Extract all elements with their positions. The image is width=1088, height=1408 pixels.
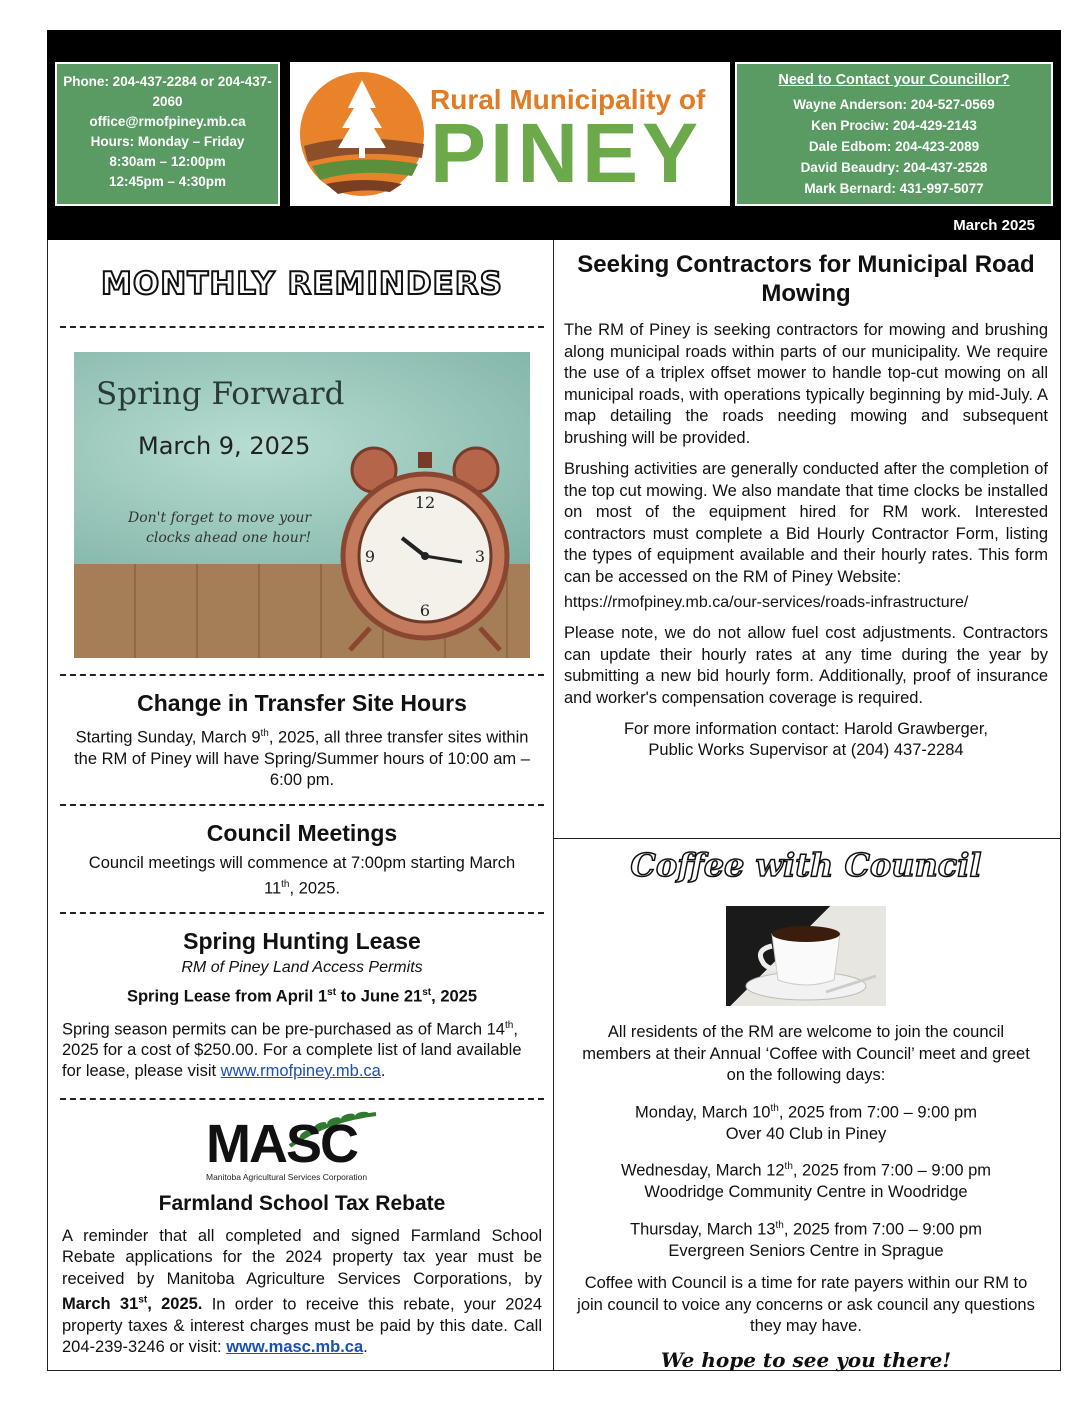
- logo-piney: PINEY: [430, 106, 703, 200]
- coffee-details: [564, 1022, 1048, 1372]
- monthly-reminders-section: [60, 266, 544, 302]
- spring-lease-dates: Spring Lease from April 1st to June 21st, 2025: [126, 987, 478, 1006]
- dashed-divider: [60, 804, 544, 806]
- transfer-site-section: [60, 690, 544, 791]
- coffee-cup-icon: [726, 906, 886, 1006]
- council-meetings-section: [60, 820, 544, 900]
- office-email: office@rmofpiney.mb.ca: [89, 114, 246, 129]
- councillor-item: Wayne Anderson: 204-527-0569: [793, 97, 995, 112]
- masthead: [47, 54, 1061, 212]
- councillor-item: Dale Edbom: 204-423-2089: [808, 139, 980, 154]
- road-mowing-paragraph-2: Brushing activities are generally conducted after the completion of the top cut mowing. We also mandate that time clocks be installed on most of the equipment hired for RM work. Interested contractors must complete a Bid Hourly Contractor Form, listing the types of equipment available and their hourly rates. This form can be accessed on the RM of Piney Website:: [564, 460, 1048, 586]
- council-meetings-title: Council Meetings: [206, 820, 398, 846]
- office-phone: Phone: 204-437-2284 or 204-437-2060: [63, 74, 272, 109]
- masc-website-link[interactable]: www.masc.mb.ca: [226, 1337, 364, 1356]
- council-meetings-text: Council meetings will commence at 7:00pm starting March 11th, 2025.: [88, 854, 516, 898]
- spring-forward-note-1: Don't forget to move your: [128, 510, 312, 526]
- coffee-with-council-section: [564, 846, 1048, 884]
- councillor-heading: Need to Contact your Councillor?: [778, 72, 1010, 88]
- spring-forward-image: [74, 352, 530, 658]
- mowing-contact-line-1: For more information contact: Harold Grawberger,: [623, 720, 989, 738]
- issue-date: March 2025: [953, 217, 1035, 234]
- road-mowing-section: [564, 250, 1048, 761]
- coffee-with-council-title: Coffee with Council: [630, 846, 982, 884]
- office-hours-afternoon: 12:45pm – 4:30pm: [108, 174, 227, 189]
- councillor-item: Ken Prociw: 204-429-2143: [811, 118, 977, 133]
- svg-text:9: 9: [364, 547, 376, 566]
- councillor-item: Mark Bernard: 431-997-5077: [804, 181, 984, 196]
- rm-piney-logo: [290, 62, 730, 206]
- coffee-day-item: Wednesday, March 12th, 2025 from 7:00 – 9:00 pm Woodridge Community Centre in Woodridge: [620, 1161, 992, 1201]
- road-mowing-paragraph-3: Please note, we do not allow fuel cost adjustments. Contractors can update their hourly rates at any time during the year by submitting a new bid hourly form. Additionally, proof of insurance and worker's compensation coverage is required.: [564, 624, 1048, 707]
- masc-full-name: Manitoba Agricultural Services Corporation: [206, 1172, 368, 1182]
- councillor-contact-box: [735, 62, 1053, 206]
- date-bar: [47, 212, 1061, 240]
- mowing-contact-line-2: Public Works Supervisor at (204) 437-2284: [648, 741, 964, 759]
- spring-forward-date: March 9, 2025: [138, 432, 311, 460]
- transfer-site-title: Change in Transfer Site Hours: [137, 690, 467, 716]
- coffee-closing: Coffee with Council is a time for rate payers within our RM to join council to voice any concerns or ask council any questions they may have.: [577, 1274, 1035, 1335]
- office-contact-box: [55, 62, 280, 206]
- coffee-day-item: Thursday, March 13th, 2025 from 7:00 – 9:00 pm Evergreen Seniors Centre in Sprague: [630, 1219, 982, 1260]
- rmofpiney-link[interactable]: www.rmofpiney.mb.ca: [220, 1062, 381, 1080]
- spring-hunting-text: Spring season permits can be pre-purchased as of March 14th, 2025 for a cost of $250.00. For a complete list of land available for lease, please visit www.rmofpiney.mb.ca.: [62, 1019, 522, 1080]
- svg-text:3: 3: [474, 547, 486, 566]
- dashed-divider: [60, 912, 544, 914]
- monthly-reminders-title: MONTHLY REMINDERS: [101, 266, 503, 302]
- road-mowing-paragraph-1: The RM of Piney is seeking contractors for mowing and brushing along municipal roads within parts of our municipality. We require the use of a triplex offset mower to handle top-cut mowing on all municipal roads, with operations typically beginning by mid-July. A map detailing the roads needing mowing and subsequent brushing will be provided.: [564, 321, 1048, 447]
- logo-rural-municipality: Rural Municipality of: [430, 84, 706, 115]
- spring-hunting-title: Spring Hunting Lease: [183, 928, 421, 954]
- councillor-item: David Beaudry: 204-437-2528: [800, 160, 988, 175]
- top-bar: [47, 30, 1061, 54]
- svg-text:6: 6: [419, 601, 431, 620]
- farmland-rebate-title: Farmland School Tax Rebate: [158, 1192, 446, 1215]
- spring-hunting-subtitle: RM of Piney Land Access Permits: [181, 959, 423, 976]
- masc-wordmark: MASC: [206, 1114, 357, 1174]
- spring-hunting-section: [60, 928, 544, 1082]
- spring-forward-note-2: clocks ahead one hour!: [146, 530, 312, 546]
- farmland-rebate-text: A reminder that all completed and signed Farmland School Rebate applications for the 2024 property tax year must be received by Manitoba Agriculture Services Corporations, by March 31st, 2025. In order to receive this rebate, your 2024 property taxes & interest charges must be paid by this date. Call 204-239-3246 or visit: www.masc.mb.ca.: [62, 1227, 542, 1356]
- transfer-site-text: Starting Sunday, March 9th, 2025, all three transfer sites within the RM of Piney will have Spring/Summer hours of 10:00 am – 6:00 pm.: [74, 728, 530, 789]
- office-hours-morning: 8:30am – 12:00pm: [109, 154, 226, 169]
- road-mowing-title: Seeking Contractors for Municipal Road Mowing: [577, 251, 1035, 307]
- roads-infrastructure-url[interactable]: https://rmofpiney.mb.ca/our-services/roads-infrastructure/: [564, 594, 969, 611]
- alarm-clock-icon: [330, 444, 520, 654]
- coffee-signoff: We hope to see you there!: [660, 1347, 952, 1372]
- dashed-divider: [60, 674, 544, 676]
- office-hours-label: Hours: Monday – Friday: [90, 134, 245, 149]
- column-divider: [553, 240, 554, 1371]
- masc-logo: [206, 1110, 396, 1184]
- tree-field-emblem-icon: [290, 62, 430, 206]
- coffee-intro: All residents of the RM are welcome to join the council members at their Annual ‘Coffee with Council’ meet and greet on the following days:: [582, 1023, 1030, 1084]
- spring-forward-heading: Spring Forward: [96, 376, 345, 412]
- dashed-divider: [60, 326, 544, 328]
- coffee-cup-image: [726, 906, 886, 1006]
- right-section-divider: [553, 838, 1060, 839]
- farmland-rebate-section: [60, 1192, 544, 1358]
- coffee-day-item: Monday, March 10th, 2025 from 7:00 – 9:00 pm Over 40 Club in Piney: [635, 1102, 977, 1143]
- dashed-divider: [60, 1098, 544, 1100]
- svg-text:12: 12: [414, 493, 436, 512]
